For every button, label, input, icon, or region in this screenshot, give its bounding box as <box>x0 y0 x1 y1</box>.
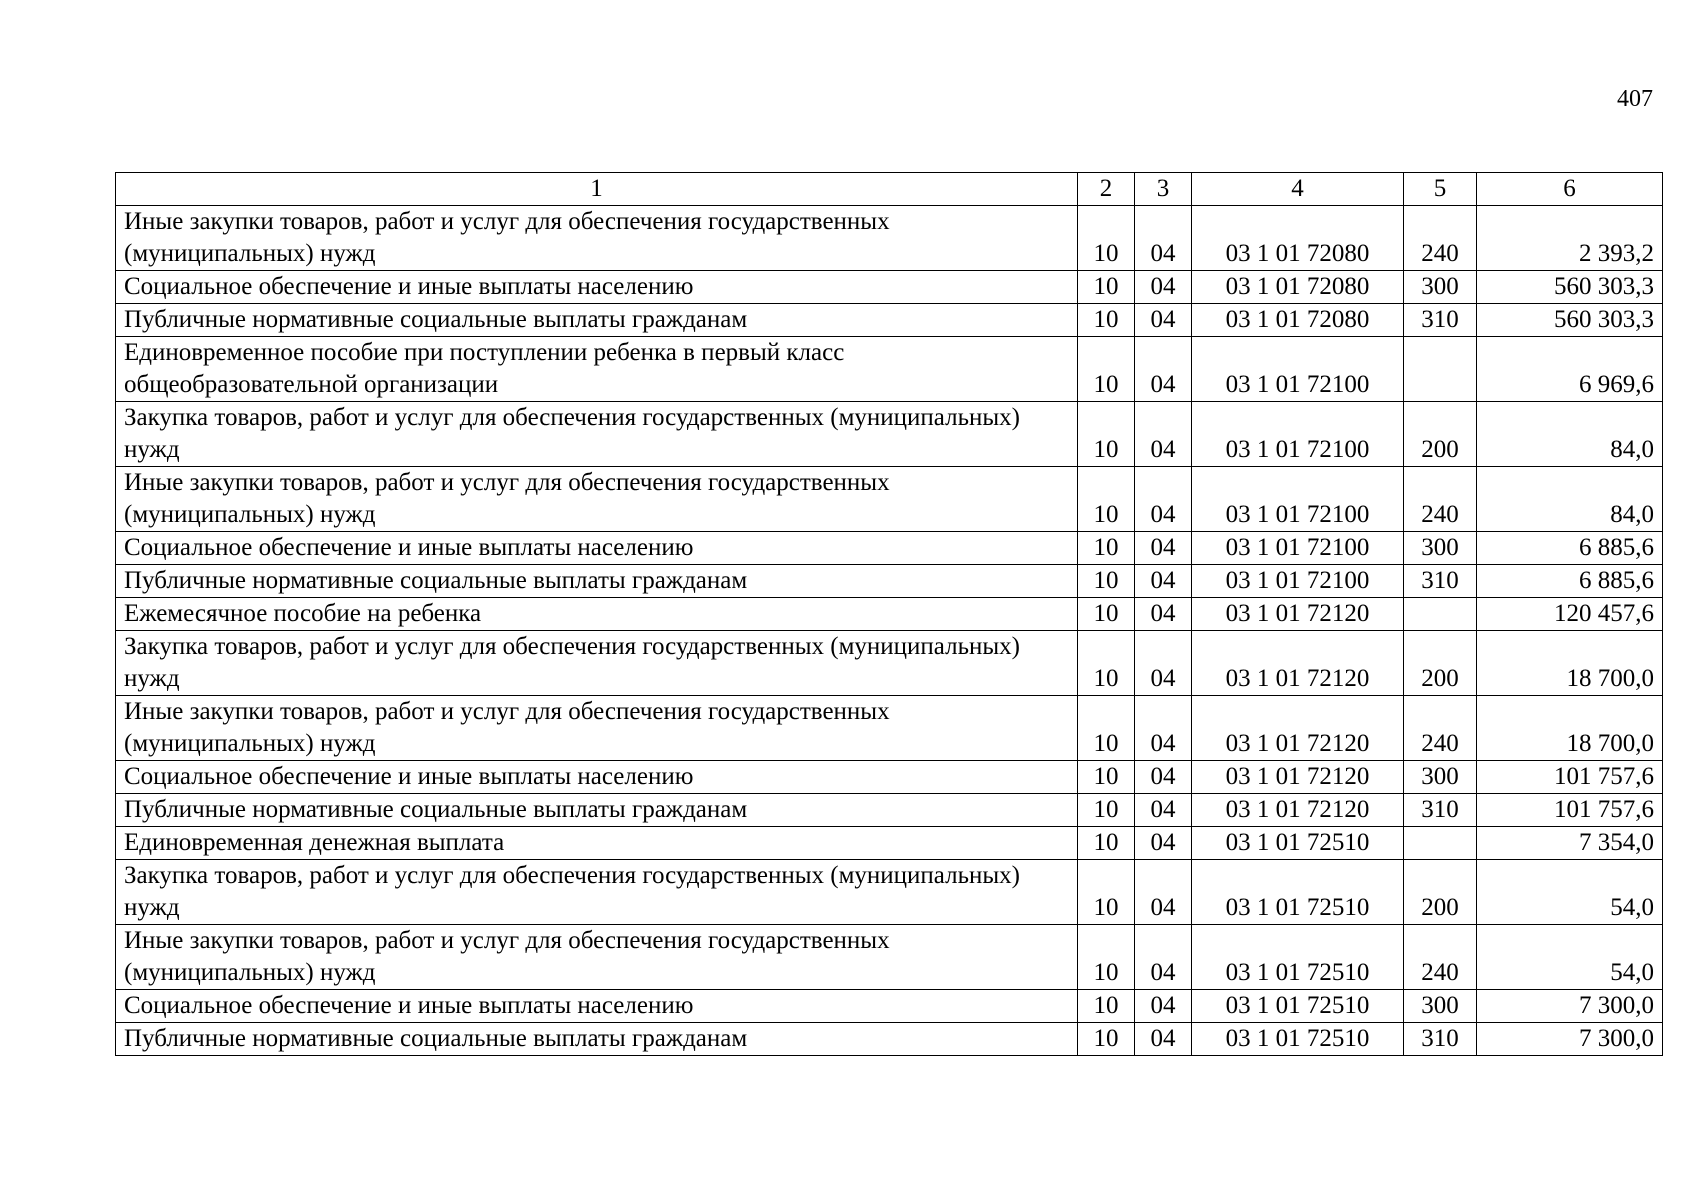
section-cell: 10 <box>1078 925 1135 990</box>
expense-type-cell: 310 <box>1404 304 1477 337</box>
column-header-6: 6 <box>1477 173 1663 206</box>
table-row <box>116 860 1663 925</box>
subsection-cell: 04 <box>1135 794 1192 827</box>
subsection-cell: 04 <box>1135 761 1192 794</box>
table-row <box>116 696 1663 761</box>
table-row <box>116 1023 1663 1056</box>
item-name-cell: Закупка товаров, работ и услуг для обеспечения государственных (муниципальных) нужд <box>116 402 1078 467</box>
amount-cell: 560 303,3 <box>1477 271 1663 304</box>
table-body <box>116 206 1663 1056</box>
target-code-cell: 03 1 01 72100 <box>1192 467 1404 532</box>
item-name-cell: Иные закупки товаров, работ и услуг для обеспечения государственных (муниципальных) нужд <box>116 925 1078 990</box>
expense-type-cell: 240 <box>1404 467 1477 532</box>
subsection-cell: 04 <box>1135 304 1192 337</box>
section-cell: 10 <box>1078 206 1135 271</box>
section-cell: 10 <box>1078 827 1135 860</box>
subsection-cell: 04 <box>1135 598 1192 631</box>
item-name-cell: Публичные нормативные социальные выплаты гражданам <box>116 565 1078 598</box>
table-row <box>116 402 1663 467</box>
subsection-cell: 04 <box>1135 990 1192 1023</box>
table-row <box>116 304 1663 337</box>
subsection-cell: 04 <box>1135 565 1192 598</box>
subsection-cell: 04 <box>1135 271 1192 304</box>
section-cell: 10 <box>1078 860 1135 925</box>
target-code-cell: 03 1 01 72510 <box>1192 990 1404 1023</box>
section-cell: 10 <box>1078 1023 1135 1056</box>
column-header-3: 3 <box>1135 173 1192 206</box>
target-code-cell: 03 1 01 72510 <box>1192 827 1404 860</box>
page-number: 407 <box>1617 86 1653 112</box>
table-row <box>116 827 1663 860</box>
table-row <box>116 565 1663 598</box>
table-row <box>116 761 1663 794</box>
amount-cell: 84,0 <box>1477 402 1663 467</box>
section-cell: 10 <box>1078 532 1135 565</box>
table-row <box>116 794 1663 827</box>
section-cell: 10 <box>1078 794 1135 827</box>
amount-cell: 18 700,0 <box>1477 696 1663 761</box>
table-row <box>116 598 1663 631</box>
subsection-cell: 04 <box>1135 696 1192 761</box>
expense-type-cell <box>1404 598 1477 631</box>
expense-type-cell: 310 <box>1404 794 1477 827</box>
item-name-cell: Ежемесячное пособие на ребенка <box>116 598 1078 631</box>
subsection-cell: 04 <box>1135 925 1192 990</box>
target-code-cell: 03 1 01 72100 <box>1192 402 1404 467</box>
subsection-cell: 04 <box>1135 532 1192 565</box>
section-cell: 10 <box>1078 337 1135 402</box>
item-name-cell: Публичные нормативные социальные выплаты гражданам <box>116 1023 1078 1056</box>
table-row <box>116 467 1663 532</box>
target-code-cell: 03 1 01 72510 <box>1192 860 1404 925</box>
item-name-cell: Иные закупки товаров, работ и услуг для обеспечения государственных (муниципальных) нужд <box>116 696 1078 761</box>
section-cell: 10 <box>1078 467 1135 532</box>
section-cell: 10 <box>1078 271 1135 304</box>
subsection-cell: 04 <box>1135 337 1192 402</box>
section-cell: 10 <box>1078 696 1135 761</box>
subsection-cell: 04 <box>1135 1023 1192 1056</box>
table-row <box>116 925 1663 990</box>
item-name-cell: Социальное обеспечение и иные выплаты населению <box>116 532 1078 565</box>
expense-type-cell: 200 <box>1404 631 1477 696</box>
subsection-cell: 04 <box>1135 402 1192 467</box>
expense-type-cell: 240 <box>1404 206 1477 271</box>
expense-type-cell: 240 <box>1404 925 1477 990</box>
section-cell: 10 <box>1078 598 1135 631</box>
item-name-cell: Иные закупки товаров, работ и услуг для обеспечения государственных (муниципальных) нужд <box>116 467 1078 532</box>
item-name-cell: Социальное обеспечение и иные выплаты населению <box>116 761 1078 794</box>
item-name-cell: Единовременное пособие при поступлении ребенка в первый класс общеобразовательной организации <box>116 337 1078 402</box>
amount-cell: 54,0 <box>1477 860 1663 925</box>
item-name-cell: Публичные нормативные социальные выплаты гражданам <box>116 794 1078 827</box>
table-row <box>116 631 1663 696</box>
target-code-cell: 03 1 01 72510 <box>1192 925 1404 990</box>
amount-cell: 6 885,6 <box>1477 565 1663 598</box>
expense-type-cell: 310 <box>1404 565 1477 598</box>
amount-cell: 560 303,3 <box>1477 304 1663 337</box>
expense-type-cell: 310 <box>1404 1023 1477 1056</box>
expense-type-cell: 200 <box>1404 402 1477 467</box>
target-code-cell: 03 1 01 72100 <box>1192 337 1404 402</box>
amount-cell: 54,0 <box>1477 925 1663 990</box>
item-name-cell: Закупка товаров, работ и услуг для обеспечения государственных (муниципальных) нужд <box>116 631 1078 696</box>
amount-cell: 6 969,6 <box>1477 337 1663 402</box>
amount-cell: 6 885,6 <box>1477 532 1663 565</box>
target-code-cell: 03 1 01 72120 <box>1192 631 1404 696</box>
target-code-cell: 03 1 01 72510 <box>1192 1023 1404 1056</box>
table-header-row <box>116 173 1663 206</box>
column-header-5: 5 <box>1404 173 1477 206</box>
amount-cell: 2 393,2 <box>1477 206 1663 271</box>
expense-type-cell: 300 <box>1404 271 1477 304</box>
target-code-cell: 03 1 01 72120 <box>1192 794 1404 827</box>
section-cell: 10 <box>1078 565 1135 598</box>
item-name-cell: Социальное обеспечение и иные выплаты населению <box>116 271 1078 304</box>
expense-type-cell <box>1404 827 1477 860</box>
section-cell: 10 <box>1078 631 1135 696</box>
section-cell: 10 <box>1078 990 1135 1023</box>
target-code-cell: 03 1 01 72080 <box>1192 206 1404 271</box>
item-name-cell: Единовременная денежная выплата <box>116 827 1078 860</box>
item-name-cell: Иные закупки товаров, работ и услуг для обеспечения государственных (муниципальных) нужд <box>116 206 1078 271</box>
table-row <box>116 990 1663 1023</box>
amount-cell: 84,0 <box>1477 467 1663 532</box>
subsection-cell: 04 <box>1135 467 1192 532</box>
amount-cell: 120 457,6 <box>1477 598 1663 631</box>
subsection-cell: 04 <box>1135 206 1192 271</box>
item-name-cell: Социальное обеспечение и иные выплаты населению <box>116 990 1078 1023</box>
amount-cell: 7 300,0 <box>1477 1023 1663 1056</box>
section-cell: 10 <box>1078 304 1135 337</box>
expense-type-cell: 200 <box>1404 860 1477 925</box>
item-name-cell: Публичные нормативные социальные выплаты гражданам <box>116 304 1078 337</box>
table-row <box>116 337 1663 402</box>
table-row <box>116 271 1663 304</box>
subsection-cell: 04 <box>1135 631 1192 696</box>
expense-type-cell: 300 <box>1404 990 1477 1023</box>
expense-type-cell: 240 <box>1404 696 1477 761</box>
column-header-2: 2 <box>1078 173 1135 206</box>
section-cell: 10 <box>1078 402 1135 467</box>
target-code-cell: 03 1 01 72120 <box>1192 598 1404 631</box>
target-code-cell: 03 1 01 72120 <box>1192 696 1404 761</box>
item-name-cell: Закупка товаров, работ и услуг для обеспечения государственных (муниципальных) нужд <box>116 860 1078 925</box>
amount-cell: 101 757,6 <box>1477 761 1663 794</box>
amount-cell: 7 300,0 <box>1477 990 1663 1023</box>
column-header-4: 4 <box>1192 173 1404 206</box>
expense-type-cell <box>1404 337 1477 402</box>
target-code-cell: 03 1 01 72080 <box>1192 271 1404 304</box>
target-code-cell: 03 1 01 72080 <box>1192 304 1404 337</box>
subsection-cell: 04 <box>1135 827 1192 860</box>
amount-cell: 7 354,0 <box>1477 827 1663 860</box>
target-code-cell: 03 1 01 72100 <box>1192 532 1404 565</box>
table-row <box>116 206 1663 271</box>
subsection-cell: 04 <box>1135 860 1192 925</box>
target-code-cell: 03 1 01 72120 <box>1192 761 1404 794</box>
budget-table <box>115 172 1663 1056</box>
table-row <box>116 532 1663 565</box>
column-header-1: 1 <box>116 173 1078 206</box>
target-code-cell: 03 1 01 72100 <box>1192 565 1404 598</box>
amount-cell: 18 700,0 <box>1477 631 1663 696</box>
section-cell: 10 <box>1078 761 1135 794</box>
expense-type-cell: 300 <box>1404 761 1477 794</box>
amount-cell: 101 757,6 <box>1477 794 1663 827</box>
expense-type-cell: 300 <box>1404 532 1477 565</box>
